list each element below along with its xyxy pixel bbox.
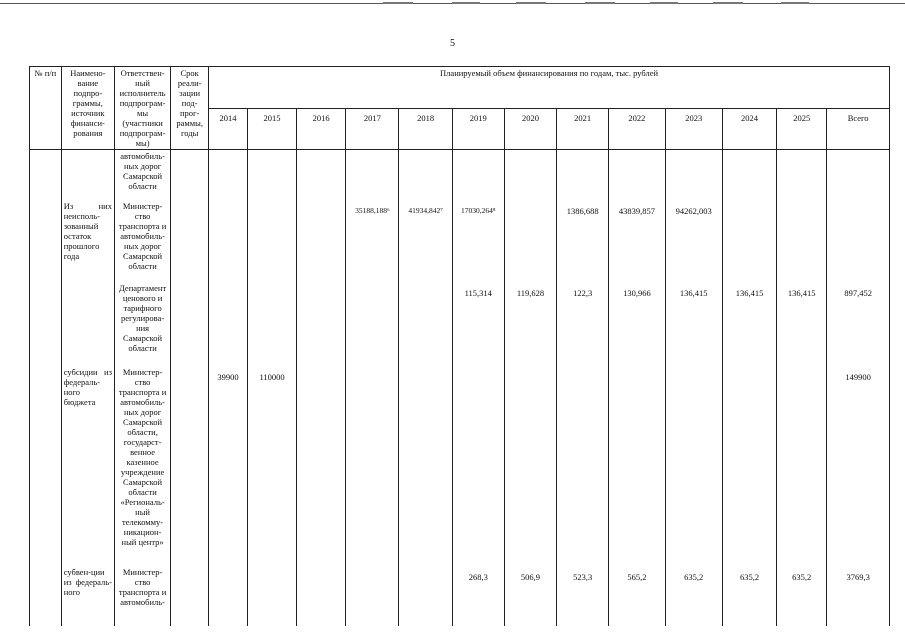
cell-source: субсидии из федераль-ного бюджета bbox=[61, 366, 114, 566]
cell-value bbox=[297, 566, 346, 626]
cell-source: Из них неисполь-зованный остаток прошлого года bbox=[61, 200, 114, 282]
cell-value bbox=[777, 200, 827, 282]
top-rule-mark bbox=[781, 2, 809, 4]
cell-value bbox=[665, 366, 722, 566]
cell-value bbox=[609, 150, 665, 200]
cell-source bbox=[61, 282, 114, 366]
cell-value: 115,314 bbox=[452, 282, 504, 366]
header-year: 2019 bbox=[452, 109, 504, 150]
cell-value: 506,9 bbox=[504, 566, 556, 626]
header-year: 2015 bbox=[247, 109, 296, 150]
header-name: Наимено-вание подпро-граммы, источник финанси-рования bbox=[61, 67, 114, 150]
header-year: 2018 bbox=[399, 109, 452, 150]
cell-value bbox=[247, 282, 296, 366]
header-year: 2024 bbox=[722, 109, 776, 150]
cell-value bbox=[452, 150, 504, 200]
cell-value: 565,2 bbox=[609, 566, 665, 626]
cell-value bbox=[665, 150, 722, 200]
financing-table bbox=[29, 66, 890, 626]
cell-total: 149900 bbox=[827, 366, 890, 566]
top-rule-mark bbox=[585, 2, 615, 4]
header-year: 2017 bbox=[346, 109, 399, 150]
cell-no bbox=[30, 150, 62, 200]
cell-term bbox=[171, 282, 209, 366]
table-row bbox=[30, 566, 890, 626]
cell-value bbox=[297, 200, 346, 282]
cell-value: 635,2 bbox=[777, 566, 827, 626]
page-number: 5 bbox=[450, 38, 455, 49]
header-responsible: Ответствен-ный исполнитель подпрограм-мы (участники подпрограм-мы) bbox=[114, 67, 170, 150]
cell-value bbox=[346, 566, 399, 626]
cell-total: 3769,3 bbox=[827, 566, 890, 626]
cell-value bbox=[722, 200, 776, 282]
top-rule-mark bbox=[650, 2, 678, 4]
header-term: Срок реали-зации под-прог-раммы, годы bbox=[171, 67, 209, 150]
table-row bbox=[30, 150, 890, 200]
header-year: 2020 bbox=[504, 109, 556, 150]
cell-value bbox=[722, 150, 776, 200]
cell-value bbox=[346, 282, 399, 366]
cell-value bbox=[247, 566, 296, 626]
cell-total bbox=[827, 150, 890, 200]
cell-value bbox=[722, 366, 776, 566]
cell-value: 17030,264⁸ bbox=[452, 200, 504, 282]
cell-responsible: Министер-ство транспорта и автомобиль-ных дорог Самарской области bbox=[114, 200, 170, 282]
cell-value: 39900 bbox=[209, 366, 248, 566]
top-rule-mark bbox=[452, 2, 480, 4]
cell-source bbox=[61, 150, 114, 200]
cell-value: 130,966 bbox=[609, 282, 665, 366]
cell-value bbox=[297, 366, 346, 566]
cell-term bbox=[171, 566, 209, 626]
cell-value: 35188,188⁶ bbox=[346, 200, 399, 282]
cell-value: 110000 bbox=[247, 366, 296, 566]
cell-value bbox=[777, 366, 827, 566]
cell-value: 136,415 bbox=[777, 282, 827, 366]
cell-term bbox=[171, 150, 209, 200]
cell-value bbox=[557, 150, 609, 200]
cell-total: 897,452 bbox=[827, 282, 890, 366]
cell-value bbox=[346, 150, 399, 200]
top-rule-mark bbox=[516, 2, 546, 4]
header-planned: Планируемый объем финансирования по годам, тыс. рублей bbox=[209, 67, 890, 109]
cell-value: 136,415 bbox=[665, 282, 722, 366]
cell-value: 635,2 bbox=[665, 566, 722, 626]
cell-value: 122,3 bbox=[557, 282, 609, 366]
cell-value: 635,2 bbox=[722, 566, 776, 626]
cell-value: 41934,842⁷ bbox=[399, 200, 452, 282]
table-row bbox=[30, 282, 890, 366]
cell-no bbox=[30, 200, 62, 282]
cell-value: 1386,688 bbox=[557, 200, 609, 282]
header-year: 2022 bbox=[609, 109, 665, 150]
cell-responsible: Министер-ство транспорта и автомобиль- bbox=[114, 566, 170, 626]
cell-source: субвен-ции из федераль-ного bbox=[61, 566, 114, 626]
header-year: 2021 bbox=[557, 109, 609, 150]
cell-value bbox=[777, 150, 827, 200]
cell-value: 43839,857 bbox=[609, 200, 665, 282]
header-no: № п/п bbox=[30, 67, 62, 150]
cell-value bbox=[247, 150, 296, 200]
cell-responsible: Департамент ценового и тарифного регулирова-ния Самарской области bbox=[114, 282, 170, 366]
header-year: 2014 bbox=[209, 109, 248, 150]
cell-responsible: автомобиль-ных дорог Самарской области bbox=[114, 150, 170, 200]
cell-total bbox=[827, 200, 890, 282]
header-total: Всего bbox=[827, 109, 890, 150]
top-rule-mark bbox=[383, 2, 413, 4]
cell-value: 136,415 bbox=[722, 282, 776, 366]
cell-value: 523,3 bbox=[557, 566, 609, 626]
cell-value bbox=[504, 366, 556, 566]
cell-value bbox=[346, 366, 399, 566]
cell-value bbox=[297, 150, 346, 200]
cell-value bbox=[504, 150, 556, 200]
cell-value: 119,628 bbox=[504, 282, 556, 366]
cell-value bbox=[399, 282, 452, 366]
table-row bbox=[30, 366, 890, 566]
cell-value bbox=[209, 200, 248, 282]
cell-no bbox=[30, 566, 62, 626]
cell-value bbox=[399, 566, 452, 626]
cell-term bbox=[171, 200, 209, 282]
cell-responsible: Министер-ство транспорта и автомобиль-ных дорог Самарской области, государст-венное казенное учреждение Самарской области «Региональ-ный телекомму-никацион-ный центр» bbox=[114, 366, 170, 566]
cell-value bbox=[609, 366, 665, 566]
top-rule-mark bbox=[713, 2, 743, 4]
cell-no bbox=[30, 282, 62, 366]
cell-value bbox=[557, 366, 609, 566]
table-row bbox=[30, 200, 890, 282]
cell-value bbox=[399, 366, 452, 566]
cell-value bbox=[452, 366, 504, 566]
cell-value bbox=[247, 200, 296, 282]
cell-value bbox=[209, 150, 248, 200]
cell-value bbox=[297, 282, 346, 366]
cell-term bbox=[171, 366, 209, 566]
header-year: 2023 bbox=[665, 109, 722, 150]
header-year: 2025 bbox=[777, 109, 827, 150]
cell-value: 268,3 bbox=[452, 566, 504, 626]
cell-value: 94262,003 bbox=[665, 200, 722, 282]
header-year: 2016 bbox=[297, 109, 346, 150]
cell-value bbox=[209, 282, 248, 366]
cell-value bbox=[209, 566, 248, 626]
cell-value bbox=[504, 200, 556, 282]
cell-value bbox=[399, 150, 452, 200]
cell-no bbox=[30, 366, 62, 566]
